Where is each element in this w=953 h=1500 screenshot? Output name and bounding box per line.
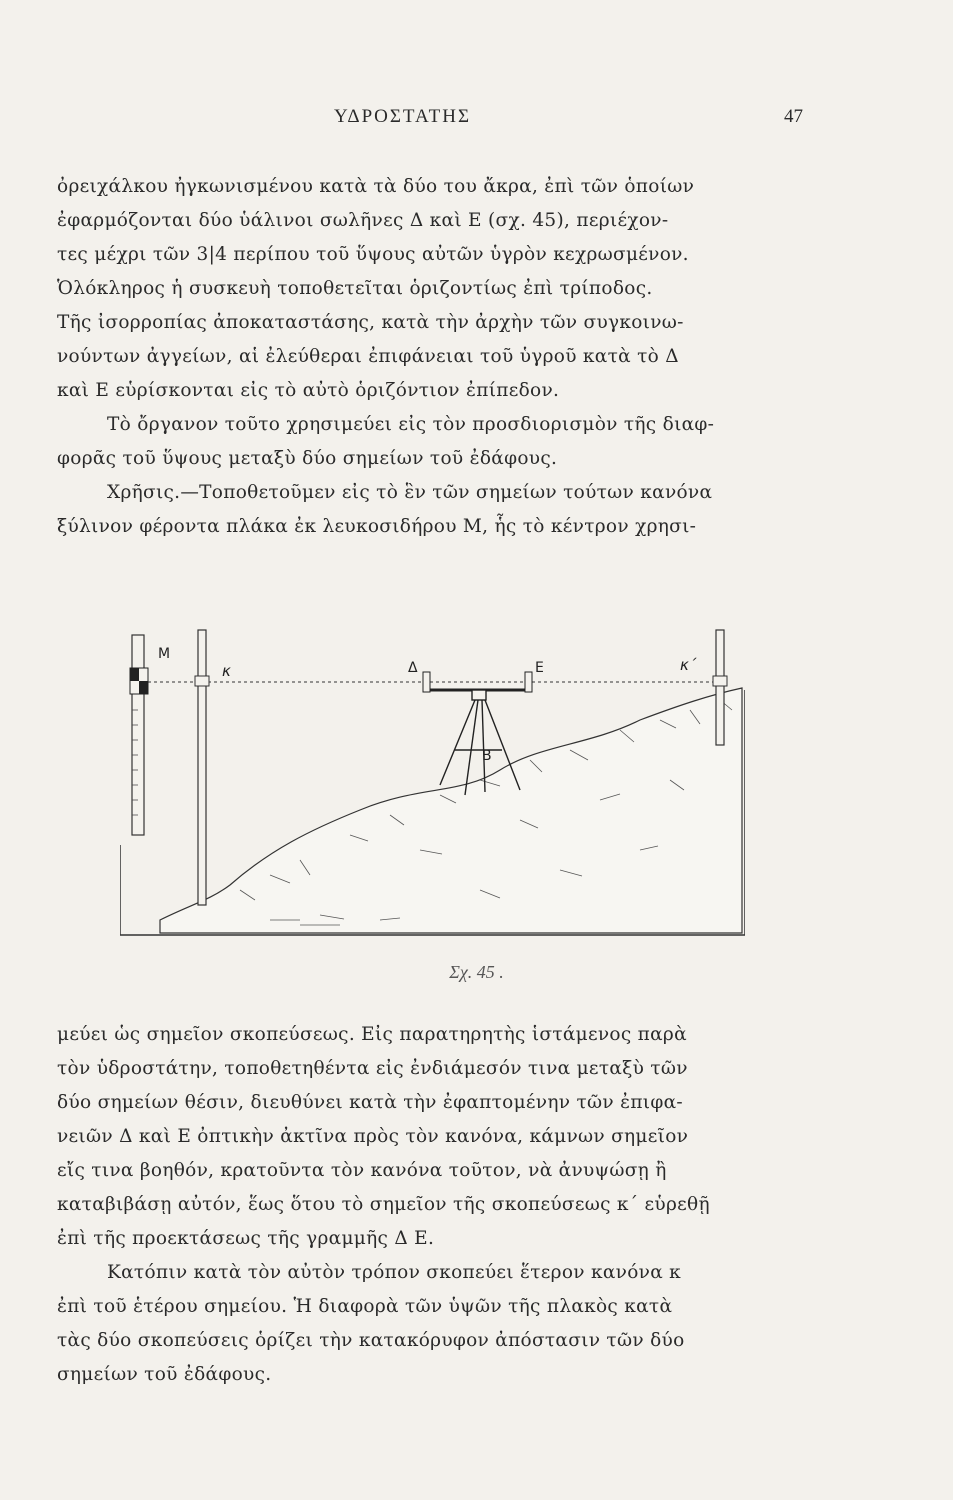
label-epsilon: Ε bbox=[535, 660, 544, 676]
text-line: ὀρειχάλκου ἠγκωνισμένου κατὰ τὰ δύο του ἄκρα, ἐπὶ τῶν ὁποίων bbox=[57, 176, 695, 197]
text-line: ἐπὶ τῆς προεκτάσεως τῆς γραμμῆς Δ Ε. bbox=[57, 1228, 435, 1249]
text-line: νειῶν Δ καὶ Ε ὀπτικὴν ἀκτῖνα πρὸς τὸν κανόνα, κάμνων σημεῖον bbox=[57, 1126, 689, 1147]
running-title: ΥΔΡΟΣΤΑΤΗΣ bbox=[334, 106, 472, 127]
text-line: ἐπὶ τοῦ ἑτέρου σημείου. Ἡ διαφορὰ τῶν ὑψῶν τῆς πλακὸς κατὰ bbox=[57, 1296, 673, 1317]
figure-45 bbox=[120, 620, 745, 945]
paragraph-top bbox=[57, 170, 827, 544]
label-k-left: κ bbox=[222, 662, 231, 680]
label-delta: Δ bbox=[408, 660, 418, 676]
page-header bbox=[0, 106, 953, 136]
label-M: M bbox=[158, 646, 171, 662]
figure-caption: Σχ. 45 . bbox=[449, 962, 504, 982]
text-line: Τὸ ὄργανον τοῦτο χρησιμεύει εἰς τὸν προσδιορισμὸν τῆς διαφ- bbox=[107, 414, 715, 435]
label-k-right: κ΄ bbox=[680, 656, 697, 674]
page-number: 47 bbox=[784, 106, 803, 127]
text-line: εἴς τινα βοηθόν, κρατοῦντα τὸν κανόνα τοῦτον, νὰ ἀνυψώσῃ ἢ bbox=[57, 1160, 667, 1181]
text-line: ἐφαρμόζονται δύο ὑάλινοι σωλῆνες Δ καὶ Ε (σχ. 45), περιέχον- bbox=[57, 210, 669, 231]
text-line: τὰς δύο σκοπεύσεις ὁρίζει τὴν κατακόρυφον ἀπόστασιν τῶν δύο bbox=[57, 1330, 685, 1351]
text-line: ξύλινον φέροντα πλάκα ἐκ λευκοσιδήρου Μ, ἧς τὸ κέντρον χρησι- bbox=[57, 516, 697, 537]
text-line: Τῆς ἰσορροπίας ἀποκαταστάσης, κατὰ τὴν ἀρχὴν τῶν συγκοινω- bbox=[57, 312, 684, 333]
text-line: Χρῆσις.—Τοποθετοῦμεν εἰς τὸ ἓν τῶν σημείων τούτων κανόνα bbox=[107, 482, 713, 503]
text-line: φορᾶς τοῦ ὕψους μεταξὺ δύο σημείων τοῦ ἐδάφους. bbox=[57, 448, 558, 469]
text-line: δύο σημείων θέσιν, διευθύνει κατὰ τὴν ἐφαπτομένην τῶν ἐπιφα- bbox=[57, 1092, 683, 1113]
text-line: Κατόπιν κατὰ τὸν αὐτὸν τρόπον σκοπεύει ἕτερον κανόνα κ bbox=[107, 1262, 682, 1283]
text-line: σημείων τοῦ ἐδάφους. bbox=[57, 1364, 272, 1385]
text-line: καὶ Ε εὑρίσκονται εἰς τὸ αὐτὸ ὁριζόντιον ἐπίπεδον. bbox=[57, 380, 560, 401]
terrain bbox=[160, 688, 742, 933]
paragraph-bottom bbox=[57, 1018, 827, 1392]
text-line: νούντων ἀγγείων, αἱ ἐλεύθεραι ἐπιφάνειαι τοῦ ὑγροῦ κατὰ τὸ Δ bbox=[57, 346, 679, 367]
tube-D bbox=[423, 672, 430, 692]
label-beta: Β bbox=[482, 748, 492, 764]
text-line: τὸν ὑδροστάτην, τοποθετηθέντα εἰς ἐνδιάμεσόν τινα μεταξὺ τῶν bbox=[57, 1058, 688, 1079]
tube-E bbox=[525, 672, 532, 692]
staff-left-k bbox=[198, 630, 206, 905]
staff-right-k bbox=[716, 630, 724, 745]
text-line: καταβιβάσῃ αὐτόν, ἕως ὅτου τὸ σημεῖον τῆς σκοπεύσεως κ΄ εὑρεθῇ bbox=[57, 1194, 710, 1215]
staff-left-M bbox=[132, 635, 144, 835]
text-line: Ὁλόκληρος ἡ συσκευὴ τοποθετεῖται ὁριζοντίως ἐπὶ τρίποδος. bbox=[57, 278, 653, 299]
text-line: μεύει ὡς σημεῖον σκοπεύσεως. Εἰς παρατηρητὴς ἱστάμενος παρὰ bbox=[57, 1024, 687, 1045]
text-line: τες μέχρι τῶν 3|4 περίπου τοῦ ὕψους αὐτῶν ὑγρὸν κεχρωσμένον. bbox=[57, 244, 689, 265]
